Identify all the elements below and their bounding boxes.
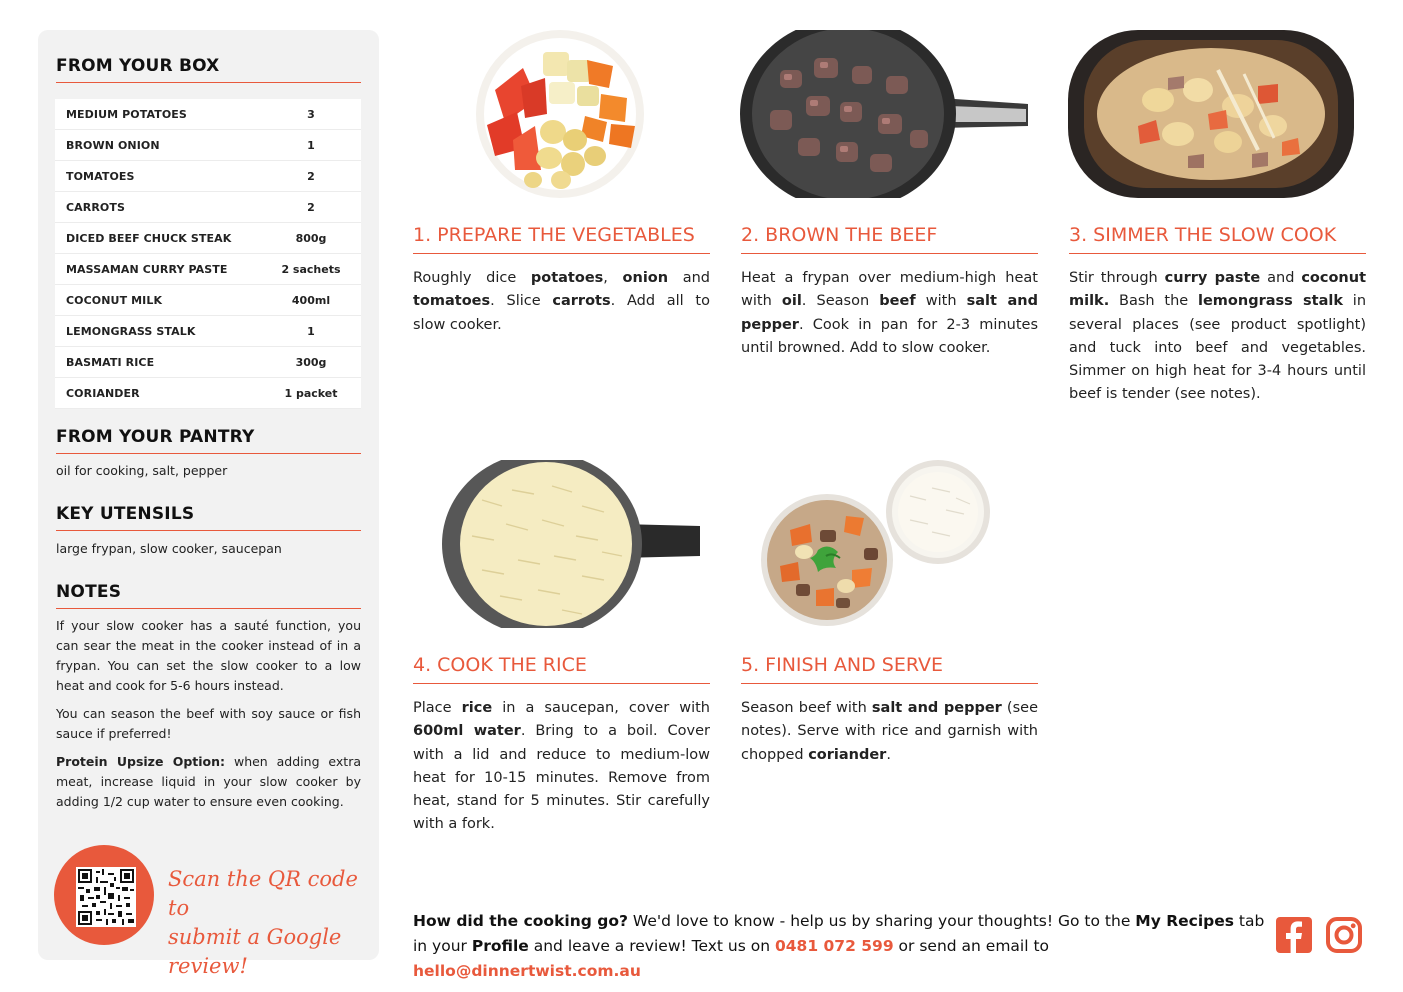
- from-your-pantry-title: FROM YOUR PANTRY: [56, 427, 361, 454]
- ingredient-name: CORIANDER: [55, 378, 261, 409]
- email-link[interactable]: hello@dinnertwist.com.au: [413, 962, 641, 980]
- ingredient-qty: 800g: [261, 223, 361, 254]
- table-row: [55, 378, 361, 409]
- ingredient-qty: 1 packet: [261, 378, 361, 409]
- note-paragraph: [56, 752, 361, 812]
- ingredients-table: [55, 99, 361, 409]
- ingredient-name: LEMONGRASS STALK: [55, 316, 261, 347]
- ingredient-qty: 2: [261, 192, 361, 223]
- step-2-title: 2. BROWN THE BEEF: [741, 224, 1038, 254]
- table-row: [55, 192, 361, 223]
- table-row: [55, 99, 361, 130]
- table-row: [55, 254, 361, 285]
- table-row: [55, 223, 361, 254]
- feedback-footer: How did the cooking go? We'd love to know - help us by sharing your thoughts! Go to the My Recipes tab in your Profile and leave a review! Text us on 0481 072 599 or send an email to hello@dinnertwist.com.au: [413, 912, 1265, 980]
- table-row: [55, 161, 361, 192]
- step-5-text: Season beef with salt and pepper (see notes). Serve with rice and garnish with chopped coriander.: [741, 700, 1038, 763]
- step-2-text: Heat a frypan over medium-high heat with oil. Season beef with salt and pepper. Cook in pan for 2-3 minutes until browned. Add to slow cooker.: [741, 270, 1039, 356]
- qr-caption: [168, 865, 368, 981]
- ingredient-name: MEDIUM POTATOES: [55, 99, 261, 130]
- rice-saucepan-photo: [442, 460, 702, 628]
- phone-link[interactable]: 0481 072 599: [774, 937, 894, 955]
- ingredient-qty: 2: [261, 161, 361, 192]
- sidebar: [38, 30, 379, 978]
- qr-code-icon[interactable]: [76, 867, 136, 927]
- slow-cooker-photo: [1068, 30, 1354, 198]
- ingredient-qty: 1: [261, 316, 361, 347]
- ingredient-name: CARROTS: [55, 192, 261, 223]
- ingredient-name: TOMATOES: [55, 161, 261, 192]
- finished-dish-photo: [760, 460, 992, 628]
- notes-title: NOTES: [56, 582, 361, 609]
- step-1-text: Roughly dice potatoes, onion and tomatoes. Slice carrots. Add all to slow cooker.: [413, 270, 711, 333]
- from-your-box-title: FROM YOUR BOX: [56, 56, 361, 83]
- ingredient-qty: 3: [261, 99, 361, 130]
- utensils-text: large frypan, slow cooker, saucepan: [56, 541, 282, 556]
- qr-caption-line: Scan the QR code to: [168, 867, 358, 920]
- table-row: [55, 130, 361, 161]
- ingredient-name: MASSAMAN CURRY PASTE: [55, 254, 261, 285]
- ingredient-name: BROWN ONION: [55, 130, 261, 161]
- step-4-title: 4. COOK THE RICE: [413, 654, 710, 684]
- table-row: [55, 316, 361, 347]
- qr-caption-line: submit a Google review!: [168, 925, 342, 978]
- beef-frypan-photo: [740, 30, 1030, 198]
- facebook-icon[interactable]: [1276, 917, 1312, 957]
- ingredient-qty: 1: [261, 130, 361, 161]
- qr-badge: [54, 845, 154, 945]
- ingredient-qty: 300g: [261, 347, 361, 378]
- pantry-text: oil for cooking, salt, pepper: [56, 463, 228, 478]
- step-5-title: 5. FINISH AND SERVE: [741, 654, 1038, 684]
- ingredient-name: DICED BEEF CHUCK STEAK: [55, 223, 261, 254]
- table-row: [55, 347, 361, 378]
- key-utensils-title: KEY UTENSILS: [56, 504, 361, 531]
- table-row: [55, 285, 361, 316]
- notes-body: [56, 616, 361, 820]
- footer-question: How did the cooking go?: [413, 912, 628, 930]
- instagram-icon[interactable]: [1326, 917, 1362, 957]
- ingredient-name: BASMATI RICE: [55, 347, 261, 378]
- note-rest: when adding extra meat, increase liquid in your slow cooker by adding 1/2 cup water to ensure even cooking.: [56, 754, 361, 809]
- note-paragraph: If your slow cooker has a sauté function, you can sear the meat in the cooker instead of in a frypan. You can set the slow cooker to a low heat and cook for 5-6 hours instead.: [56, 618, 361, 693]
- step-1-title: 1. PREPARE THE VEGETABLES: [413, 224, 710, 254]
- vegetables-photo: [475, 30, 645, 198]
- step-3-text: Stir through curry paste and coconut milk. Bash the lemongrass stalk in several places (see product spotlight) and tuck into beef and vegetables. Simmer on high heat for 3-4 hours until beef is tender (see notes).: [1069, 270, 1367, 403]
- ingredient-name: COCONUT MILK: [55, 285, 261, 316]
- note-bold: Protein Upsize Option:: [56, 754, 226, 769]
- step-3-title: 3. SIMMER THE SLOW COOK: [1069, 224, 1366, 254]
- step-4-text: Place rice in a saucepan, cover with 600ml water. Bring to a boil. Cover with a lid and reduce to medium-low heat for 10-15 minutes. Remove from heat, stand for 5 minutes. Stir carefully with a fork.: [413, 700, 710, 833]
- ingredient-qty: 400ml: [261, 285, 361, 316]
- ingredient-qty: 2 sachets: [261, 254, 361, 285]
- note-paragraph: You can season the beef with soy sauce or fish sauce if preferred!: [56, 706, 361, 741]
